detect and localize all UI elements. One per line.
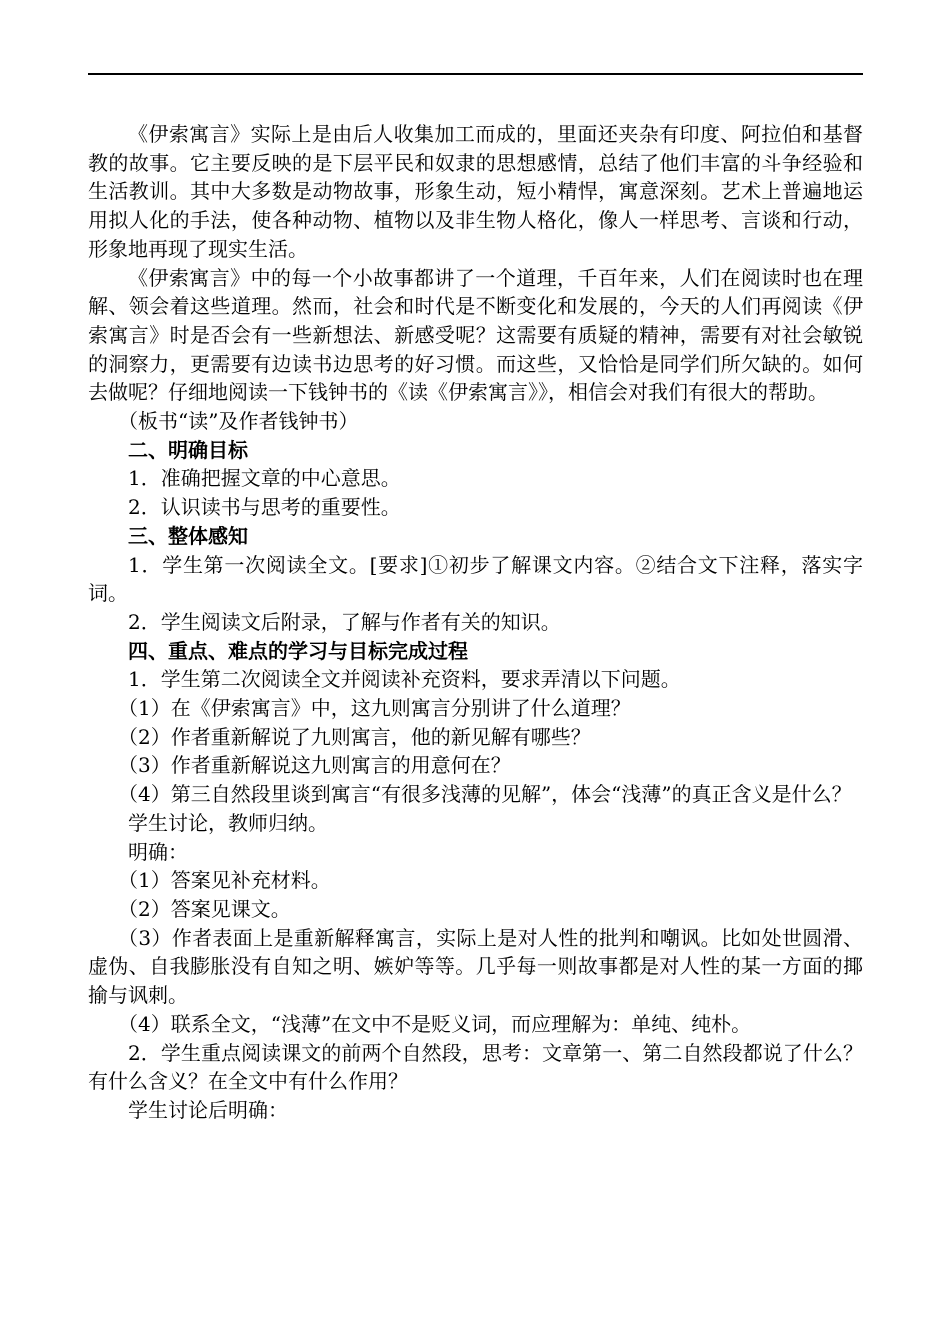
discussion-note: 学生讨论，教师归纳。 [128, 810, 328, 835]
section-heading-overview: 三、整体感知 [128, 523, 248, 548]
discussion-clarify: 学生讨论后明确： [128, 1097, 288, 1122]
document-body [88, 120, 863, 1125]
question-4: （4）第三自然段里谈到寓言“有很多浅薄的见解”，体会“浅薄”的真正含义是什么？ [118, 782, 852, 807]
blackboard-note: （板书“读”及作者钱钟书） [118, 409, 359, 434]
key-point-item-2: 2．学生重点阅读课文的前两个自然段，思考：文章第一、第二自然段都说了什么？有什么含义？在全文中有什么作用？ [88, 1040, 863, 1094]
header-rule [88, 73, 863, 75]
section-heading-key-points: 四、重点、难点的学习与目标完成过程 [128, 638, 468, 663]
overview-item-2: 2．学生阅读文后附录，了解与作者有关的知识。 [128, 609, 561, 634]
clarify-label: 明确： [128, 839, 188, 864]
question-1: （1）在《伊索寓言》中，这九则寓言分别讲了什么道理？ [118, 696, 631, 721]
question-2: （2）作者重新解说了九则寓言，他的新见解有哪些？ [118, 724, 591, 749]
answer-2: （2）答案见课文。 [118, 896, 291, 921]
question-3: （3）作者重新解说这九则寓言的用意何在？ [118, 753, 511, 778]
key-point-item-1: 1．学生第二次阅读全文并阅读补充资料，要求弄清以下问题。 [128, 667, 681, 692]
paragraph-aesop-background: 《伊索寓言》实际上是由后人收集加工而成的，里面还夹杂有印度、阿拉伯和基督教的故事。它主要反映的是下层平民和奴隶的思想感情，总结了他们丰富的斗争经验和生活教训。其中大多数是动物故事，形象生动，短小精悍，寓意深刻。艺术上普遍地运用拟人化的手法，使各种动物、植物以及非生物人格化，像人一样思考、言谈和行动，形象地再现了现实生活。 [88, 122, 863, 261]
answer-3: （3）作者表面上是重新解释寓言，实际上是对人性的批判和嘲讽。比如处世圆滑、虚伪、自我膨胀没有自知之明、嫉妒等等。几乎每一则故事都是对人性的某一方面的揶揄与讽刺。 [88, 925, 863, 1008]
overview-item-1: 1．学生第一次阅读全文。[要求]①初步了解课文内容。②结合文下注释，落实字词。 [88, 552, 863, 606]
answer-4: （4）联系全文，“浅薄”在文中不是贬义词，而应理解为：单纯、纯朴。 [118, 1011, 752, 1036]
section-heading-goals: 二、明确目标 [128, 437, 248, 462]
paragraph-aesop-reading: 《伊索寓言》中的每一个小故事都讲了一个道理，千百年来，人们在阅读时也在理解、领会着这些道理。然而，社会和时代是不断变化和发展的，今天的人们再阅读《伊索寓言》时是否会有一些新想法、新感受呢？这需要有质疑的精神，需要有对社会敏锐的洞察力，更需要有边读书边思考的好习惯。而这些，又恰恰是同学们所欠缺的。如何去做呢？仔细地阅读一下钱钟书的《读《伊索寓言》》，相信会对我们有很大的帮助。 [88, 265, 863, 405]
goal-item-2: 2．认识读书与思考的重要性。 [128, 495, 401, 520]
goal-item-1: 1．准确把握文章的中心意思。 [128, 466, 401, 491]
answer-1: （1）答案见补充材料。 [118, 868, 331, 893]
